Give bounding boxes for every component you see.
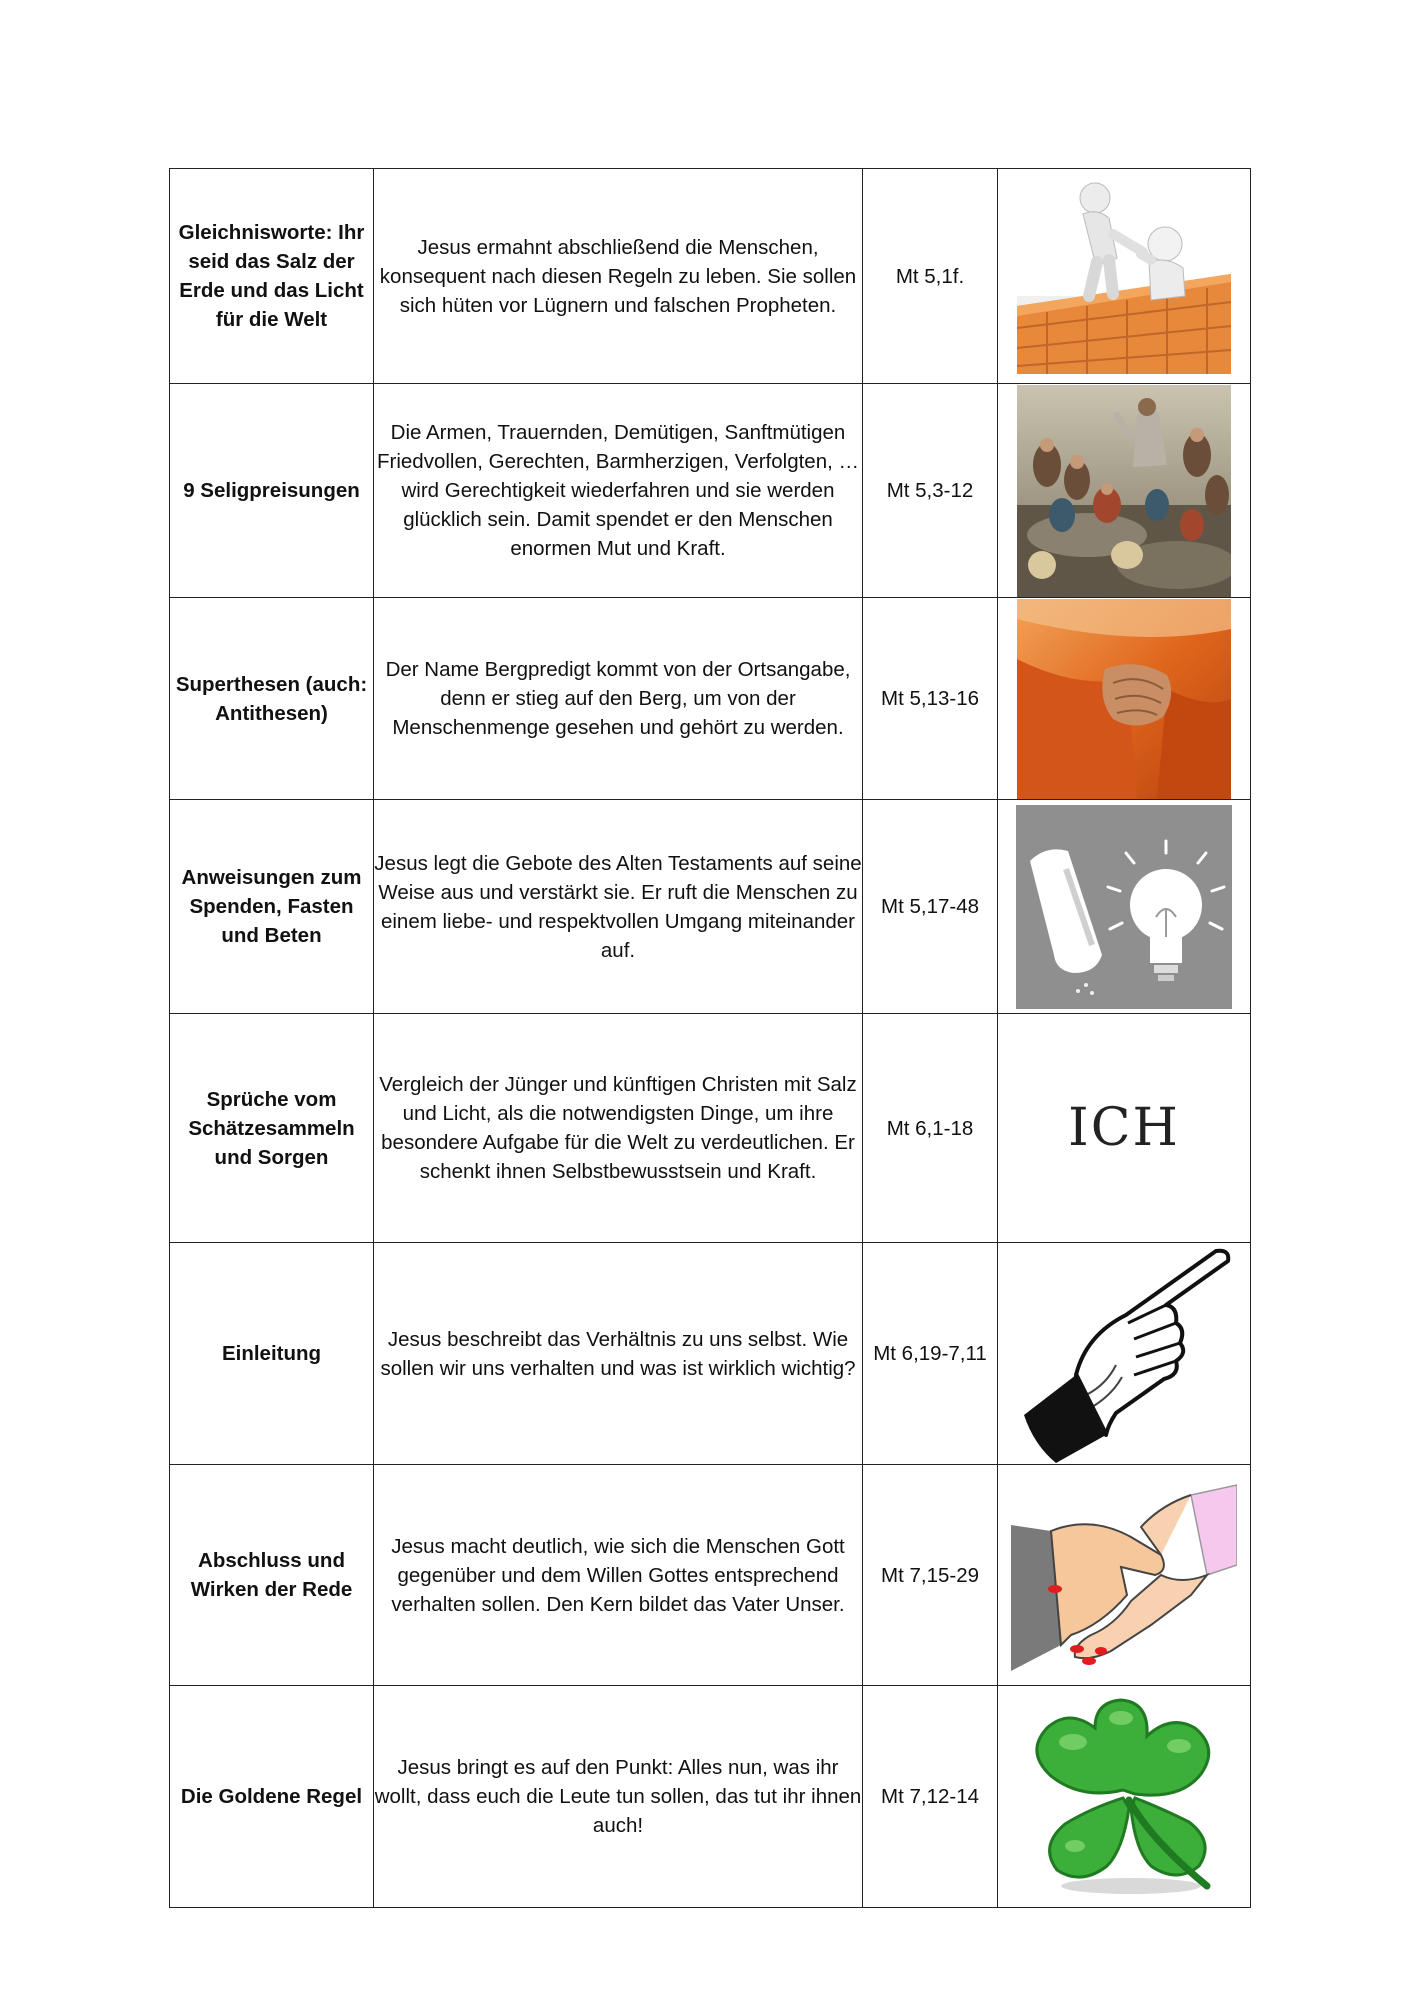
salt-shaker-lightbulb-icon (1016, 805, 1232, 1009)
description-cell: Jesus bringt es auf den Punkt: Alles nun, was ihr wollt, dass euch die Leute tun sollen, das tut ihr ihnen auch! (374, 1686, 863, 1908)
term-cell: Sprüche vom Schätzesammeln und Sorgen (170, 1014, 374, 1243)
description-cell: Jesus beschreibt das Verhältnis zu uns selbst. Wie sollen wir uns verhalten und was ist wirklich wichtig? (374, 1243, 863, 1465)
image-cell (998, 1686, 1251, 1908)
table-row (170, 1465, 1251, 1686)
reference-cell: Mt 5,13-16 (863, 598, 998, 800)
image-cell (998, 384, 1251, 598)
table-row (170, 384, 1251, 598)
reference-cell: Mt 6,19-7,11 (863, 1243, 998, 1465)
image-cell (998, 598, 1251, 800)
reference-cell: Mt 7,15-29 (863, 1465, 998, 1686)
reference-cell: Mt 5,3-12 (863, 384, 998, 598)
description-cell: Der Name Bergpredigt kommt von der Ortsangabe, denn er stieg auf den Berg, um von der Menschenmenge gesehen und gehört zu werden. (374, 598, 863, 800)
description-cell: Jesus legt die Gebote des Alten Testaments auf seine Weise aus und verstärkt sie. Er ruft die Menschen zu einem liebe- und respektvollen Umgang miteinander auf. (374, 800, 863, 1014)
image-cell (998, 800, 1251, 1014)
reference-cell: Mt 7,12-14 (863, 1686, 998, 1908)
handshake-icon (1011, 1475, 1237, 1675)
table-row (170, 800, 1251, 1014)
description-cell: Vergleich der Jünger und künftigen Christen mit Salz und Licht, als die notwendigsten Dinge, um ihre besondere Aufgabe für die Welt zu verdeutlichen. Er schenkt ihnen Selbstbewusstsein und Kraft. (374, 1014, 863, 1243)
shamrock-icon (1011, 1690, 1237, 1904)
ich-wordmark: ICH (1068, 1098, 1180, 1158)
term-cell: 9 Seligpreisungen (170, 384, 374, 598)
table-row (170, 1686, 1251, 1908)
helping-figures-wall-illustration (1017, 178, 1231, 374)
description-cell: Die Armen, Trauernden, Demütigen, Sanftmütigen Friedvollen, Gerechten, Barmherzigen, Verfolgten, … wird Gerechtigkeit wiederfahren und sie werden glücklich sein. Damit spendet er den Menschen enormen Mut und Kraft. (374, 384, 863, 598)
sermon-on-the-mount-painting (1017, 385, 1231, 597)
matching-table (169, 168, 1251, 1908)
description-cell: Jesus ermahnt abschließend die Menschen, konsequent nach diesen Regeln zu leben. Sie sollen sich hüten vor Lügnern und falschen Propheten. (374, 169, 863, 384)
image-cell (998, 1014, 1251, 1243)
pointing-hand-icon (1016, 1245, 1232, 1463)
term-cell: Gleichnisworte: Ihr seid das Salz der Erde und das Licht für die Welt (170, 169, 374, 384)
reference-cell: Mt 5,17-48 (863, 800, 998, 1014)
image-cell (998, 169, 1251, 384)
reference-cell: Mt 6,1-18 (863, 1014, 998, 1243)
reference-cell: Mt 5,1f. (863, 169, 998, 384)
praying-hands-orange-robe-photo (1017, 599, 1231, 799)
table-row (170, 598, 1251, 800)
term-cell: Anweisungen zum Spenden, Fasten und Beten (170, 800, 374, 1014)
image-cell (998, 1465, 1251, 1686)
term-cell: Einleitung (170, 1243, 374, 1465)
description-cell: Jesus macht deutlich, wie sich die Menschen Gott gegenüber und dem Willen Gottes entsprechend verhalten sollen. Den Kern bildet das Vater Unser. (374, 1465, 863, 1686)
table-row (170, 169, 1251, 384)
term-cell: Abschluss und Wirken der Rede (170, 1465, 374, 1686)
table-row (170, 1243, 1251, 1465)
term-cell: Superthesen (auch: Antithesen) (170, 598, 374, 800)
table-row (170, 1014, 1251, 1243)
image-cell (998, 1243, 1251, 1465)
term-cell: Die Goldene Regel (170, 1686, 374, 1908)
